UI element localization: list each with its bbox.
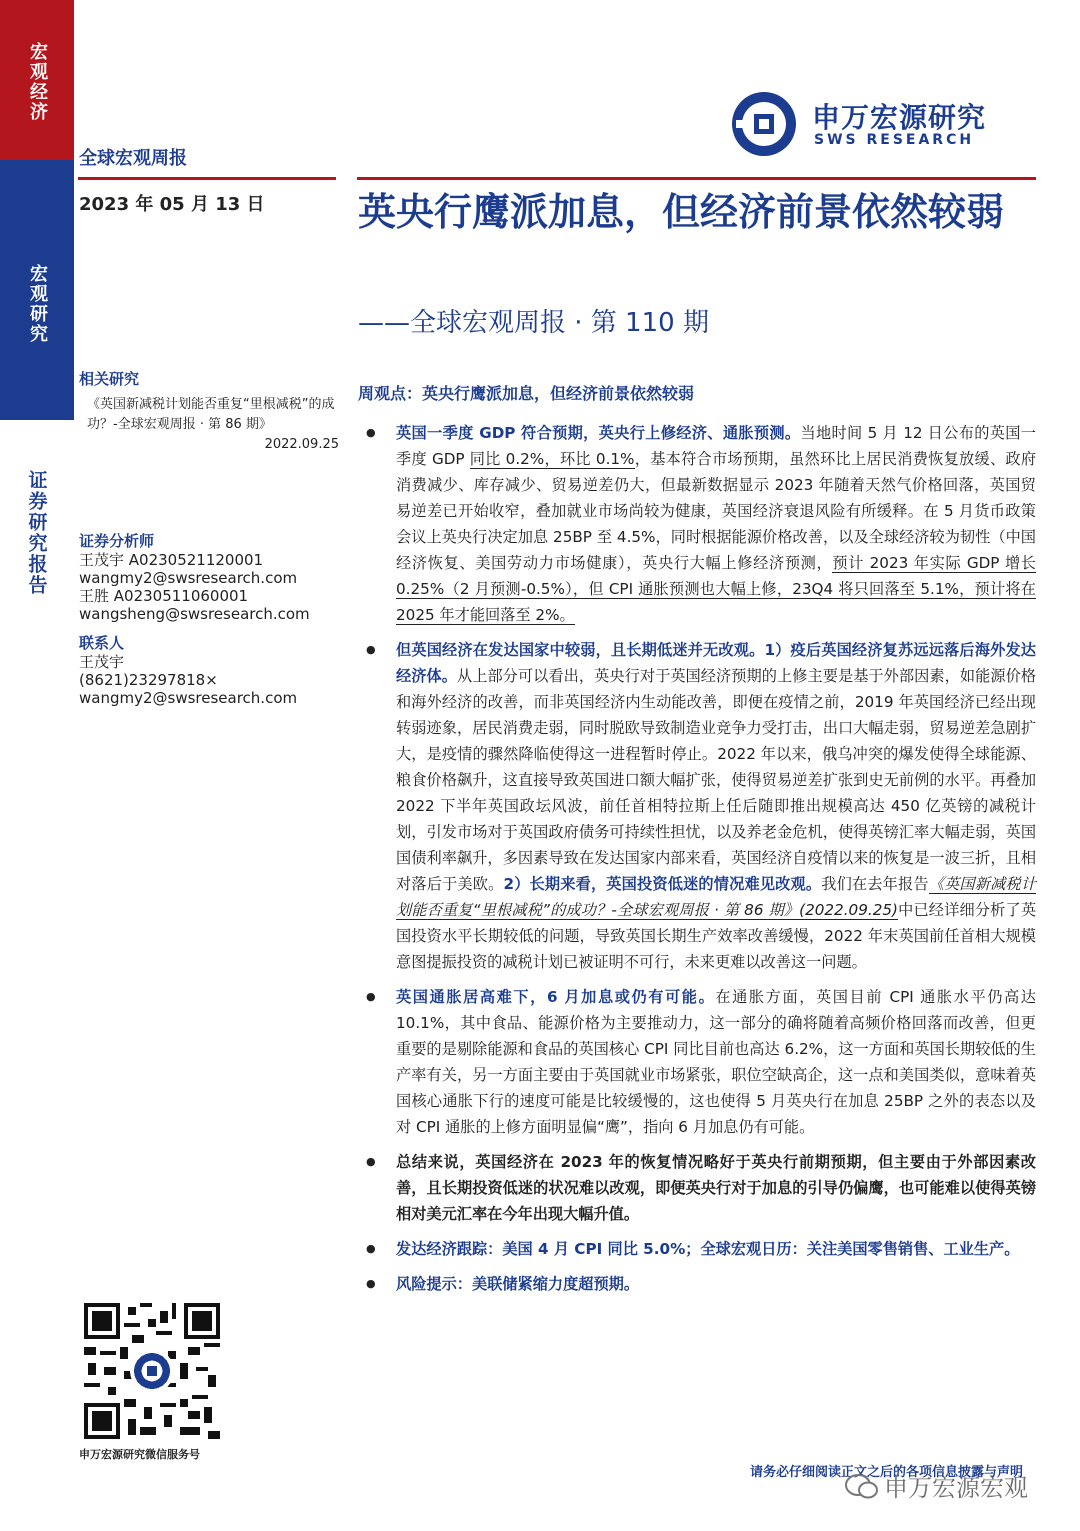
disclaimer-footer: 请务必仔细阅读正文之后的各项信息披露与声明 xyxy=(750,1465,1024,1480)
bullet-lead: 但英国经济在发达国家中较弱，且长期低迷并无改观。1）疫后英国经济复苏远远落后海外发达经济体。 xyxy=(396,641,1036,685)
analysts-heading: 证券分析师 xyxy=(79,532,155,550)
bullet-text: 当地时间 5 月 12 日公布的英国一季度 GDP xyxy=(396,424,1036,468)
series-name: 全球宏观周报 xyxy=(79,148,187,169)
bullet-weak-economy xyxy=(364,637,1036,975)
bullet-summary xyxy=(364,1149,1036,1227)
stripe-white xyxy=(0,420,74,1531)
divider-right xyxy=(357,177,1036,180)
bullet-text: 我们在去年报告 xyxy=(821,875,929,893)
stripe-label-macro-economy: 宏观经济 xyxy=(27,42,48,122)
analysts-block xyxy=(79,530,339,623)
brand-logo xyxy=(730,90,1030,160)
bullet-list xyxy=(364,420,1036,1306)
analyst-email[interactable]: wangmy2@swsresearch.com xyxy=(79,569,298,587)
bullet-lead: 英国通胀居高难下，6 月加息或仍有可能。 xyxy=(396,988,716,1006)
related-date: 2022.09.25 xyxy=(264,437,339,452)
related-research xyxy=(79,368,339,452)
related-item[interactable]: 《英国新减税计划能否重复“里根减税”的成功？-全球宏观周报 · 第 86 期》 xyxy=(87,397,335,432)
divider-left xyxy=(78,177,336,180)
analyst-email[interactable]: wangsheng@swsresearch.com xyxy=(79,605,310,623)
report-subtitle: ——全球宏观周报 · 第 110 期 xyxy=(358,308,709,338)
stripe-label-macro-research: 宏观研究 xyxy=(27,264,48,344)
logo-mark-icon xyxy=(730,90,798,158)
qr-code-icon xyxy=(84,1303,220,1439)
analyst-line: 王茂宇 A0230521120001 xyxy=(79,551,264,569)
bullet-lead: 2）长期来看，英国投资低迷的情况难见改观。 xyxy=(503,875,822,893)
bullet-text: 总结来说，英国经济在 2023 年的恢复情况略好于英央行前期预期，但主要由于外部因素改善，且长期投资低迷的状况难以改观，即便英央行对于加息的引导仍偏鹰，也可能难以使得英镑相对美元汇率在今年出现大幅升值。 xyxy=(396,1153,1036,1223)
bullet-lead: 英国一季度 GDP 符合预期，英央行上修经济、通胀预测。 xyxy=(396,424,801,442)
bullet-gdp xyxy=(364,420,1036,628)
contact-phone: (8621)23297818× xyxy=(79,671,218,689)
bullet-text: 在通胀方面，英国目前 CPI 通胀水平仍高达 10.1%，其中食品、能源价格为主要推动力，这一部分的确将随着高频价格回落而改善，但更重要的是剔除能源和食品的英国核心 CPI 同比目前也高达 6.2%，这一方面和英国长期较低的生产率有关，另一方面主要由于英国就业市场紧张，职位空缺高企，这一点和美国类似，意味着英国核心通胀下行的速度可能是比较缓慢的，这也使得 5 月英央行在加息 25BP 之外的表态以及对 CPI 通胀的上修方面明显偏“鹰”，指向 6 月加息仍有可能。 xyxy=(396,988,1036,1136)
bullet-text: 发达经济跟踪：美国 4 月 CPI 同比 5.0%；全球宏观日历：关注美国零售销售、工业生产。 xyxy=(396,1240,1020,1258)
bullet-text: 从上部分可以看出，英央行对于英国经济预期的上修主要是基于外部因素，如能源价格和海外经济的改善，而非英国经济内生动能改善，即便在疫情之前，2019 年英国经济已经出现转弱迹象，居民消费走弱，同时脱欧导致制造业竞争力受打击，出口大幅走弱，贸易逆差急剧扩大，是疫情的骤然降临使得这一进程暂时停止。2022 年以来，俄乌冲突的爆发使得全球能源、粮食价格飙升，这直接导致英国进口额大幅扩张，使得贸易逆差扩张到史无前例的水平。再叠加 2022 下半年英国政坛风波，前任首相特拉斯上任后随即推出规模高达 450 亿英镑的减税计划，引发市场对于英国政府债务可持续性担忧，以及养老金危机，使得英镑汇率大幅走弱，英国国债利率飙升，多因素导致在发达国家内部来看，英国经济自疫情以来的恢复是一波三折，且相对落后于美欧。 xyxy=(396,667,1037,893)
contact-name: 王茂宇 xyxy=(79,653,125,671)
bullet-underline: 同比 0.2%，环比 0.1% xyxy=(469,450,635,468)
related-heading: 相关研究 xyxy=(79,370,140,388)
logo-text-en: SWS RESEARCH xyxy=(814,132,975,148)
bullet-text: ，基本符合市场预期，虽然环比上居民消费恢复放缓、政府消费减少、库存减少、贸易逆差仍大，但最新数据显示 2023 年随着天然气价格回落，英国贸易逆差已开始收窄，叠加就业市场尚较为健康，英国经济衰退风险有所缓释。在 5 月货币政策会议上英央行决定加息 25BP 至 4.5%，同时根据能源价格改善，以及全球经济较为韧性（中国经济恢复、美国劳动力市场健康），英央行大幅上修经济预测， xyxy=(396,450,1037,572)
qr-caption: 申万宏源研究微信服务号 xyxy=(79,1448,200,1461)
analyst-line: 王胜 A0230511060001 xyxy=(79,587,249,605)
bullet-text: 风险提示：美联储紧缩力度超预期。 xyxy=(396,1275,639,1293)
contact-email[interactable]: wangmy2@swsresearch.com xyxy=(79,689,298,707)
contact-block xyxy=(79,632,339,707)
bullet-underline: 预计 2023 年实际 GDP 增长 0.25%（2 月预测-0.5%），但 CPI 通胀预测也大幅上修，23Q4 将只回落至 5.1%，预计将在 2025 年才能回落至 2%。 xyxy=(396,554,1036,624)
contact-heading: 联系人 xyxy=(79,634,125,652)
stripe-red xyxy=(0,0,74,160)
left-stripe xyxy=(0,0,74,1531)
bullet-risk xyxy=(364,1271,1036,1297)
report-title: 英央行鹰派加息，但经济前景依然较弱 xyxy=(358,190,1005,234)
report-date: 2023 年 05 月 13 日 xyxy=(79,194,265,215)
wechat-icon xyxy=(845,1473,879,1501)
bullet-text: 中已经详细分析了英国投资水平长期较低的问题，导致英国长期生产效率改善缓慢，2022 年末英国前任首相大规模意图提振投资的减税计划已被证明不可行，未来更难以改善这一问题。 xyxy=(396,901,1037,971)
stripe-blue xyxy=(0,160,74,420)
bullet-inflation xyxy=(364,984,1036,1140)
bullet-tracking xyxy=(364,1236,1036,1262)
watermark-text: 申万宏源宏观 xyxy=(884,1474,1028,1502)
report-reference-link[interactable]: 《英国新减税计划能否重复“里根减税”的成功？-全球宏观周报 · 第 86 期》(2022.09.25) xyxy=(396,875,1037,919)
logo-text-cn: 申万宏源研究 xyxy=(812,101,987,134)
stripe-label-securities-report: 证券研究报告 xyxy=(25,470,48,596)
viewpoint-heading: 周观点：英央行鹰派加息，但经济前景依然较弱 xyxy=(358,384,695,403)
